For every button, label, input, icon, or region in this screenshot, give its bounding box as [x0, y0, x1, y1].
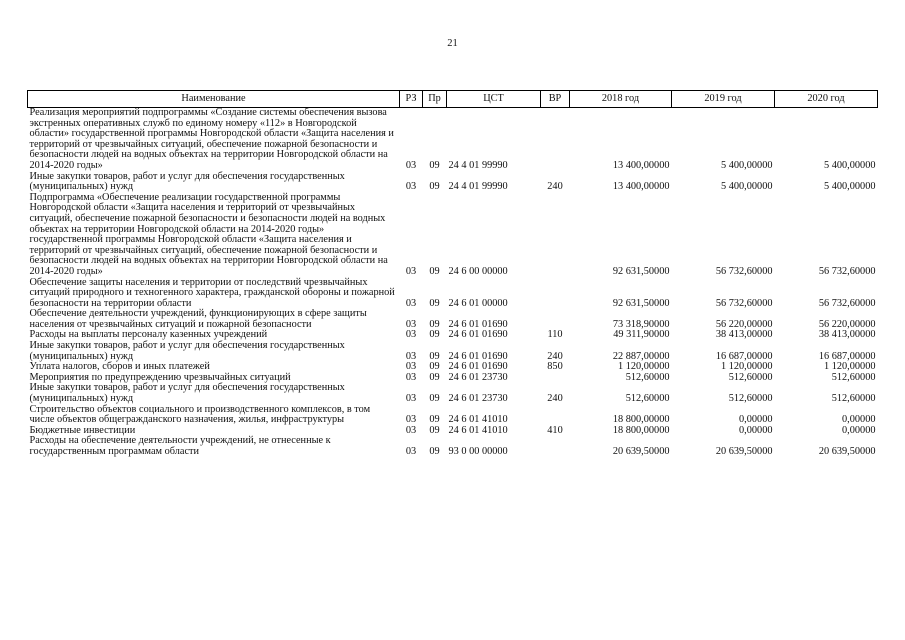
- table-body: [28, 108, 878, 458]
- row-cst: 24 4 01 99990: [448, 181, 508, 193]
- budget-table: [27, 90, 878, 458]
- row-amount-2019: 56 732,60000: [715, 297, 773, 309]
- row-amount-2020: 512,60000: [831, 393, 876, 405]
- row-amount-2020: 1 120,00000: [824, 361, 876, 373]
- row-name: Расходы на обеспечение деятельности учреждений, не отнесенные к государственным программам области: [29, 435, 331, 457]
- row-amount-2019: 56 220,00000: [715, 318, 773, 330]
- row-amount-2018: 92 631,50000: [612, 265, 670, 277]
- row-vr: [541, 309, 570, 330]
- row-name: Реализация мероприятий подпрограммы «Создание системы обеспечения вызова экстренных оперативных служб по единому номеру «112» в Новгородской области» государственной программы Новгородской области «Защита населения и территорий от чрезвычайных ситуаций, обеспечение пожарной безопасности и безопасности людей на водных объектах на территории Новгородской области на 2014-2020 годы»: [29, 107, 394, 171]
- row-cst: 24 6 01 01690: [448, 361, 508, 373]
- row-amount-2019: 512,60000: [728, 371, 773, 383]
- row-rz: 03: [405, 350, 417, 362]
- row-amount-2020: 56 220,00000: [818, 318, 876, 330]
- row-vr: 850: [547, 361, 563, 373]
- row-vr: [541, 373, 570, 384]
- header-name: Наименование: [28, 91, 400, 108]
- page-number: 21: [447, 38, 458, 49]
- row-amount-2018: 13 400,00000: [612, 159, 670, 171]
- row-amount-2019: 5 400,00000: [721, 159, 773, 171]
- row-amount-2018: 18 800,00000: [612, 414, 670, 426]
- header-rz: РЗ: [400, 91, 423, 108]
- table-row: [28, 309, 878, 330]
- row-amount-2018: 49 311,90000: [613, 329, 670, 341]
- row-amount-2018: 22 887,00000: [612, 350, 670, 362]
- row-amount-2020: 0,00000: [842, 424, 876, 436]
- table-row: [28, 278, 878, 310]
- row-cst: 24 4 01 99990: [448, 159, 508, 171]
- row-vr: 410: [547, 424, 563, 436]
- row-pr: 09: [429, 318, 440, 330]
- row-amount-2020: 20 639,50000: [818, 446, 876, 457]
- row-rz: 03: [405, 424, 417, 436]
- row-cst: 24 6 01 41010: [448, 424, 508, 436]
- row-rz: 03: [405, 297, 417, 309]
- row-cst: 24 6 01 01690: [448, 329, 508, 341]
- header-2019: 2019 год: [672, 91, 775, 108]
- table-row: [28, 193, 878, 278]
- row-pr: 09: [429, 371, 440, 383]
- row-amount-2018: 512,60000: [625, 371, 670, 383]
- row-amount-2020: 0,00000: [842, 414, 876, 426]
- row-amount-2020: 56 732,60000: [818, 297, 876, 309]
- row-amount-2019: 0,00000: [739, 414, 773, 426]
- row-amount-2018: 92 631,50000: [612, 297, 670, 309]
- row-name: Подпрограмма «Обеспечение реализации государственной программы Новгородской области «Защита населения и территорий от чрезвычайных ситуаций, обеспечение пожарной безопасности и безопасности людей на водных объектах на территории Новгородской области на 2014-2020 годы» государственной программы Новгородской области «Защита населения и территорий от чрезвычайных ситуаций, обеспечение пожарной безопасности и безопасности людей на водных объектах на территории Новгородской области на 2014-2020 годы»: [29, 191, 388, 277]
- row-amount-2018: 512,60000: [625, 393, 670, 405]
- row-vr: 240: [547, 393, 563, 405]
- row-amount-2020: 16 687,00000: [818, 350, 876, 362]
- header-2020: 2020 год: [775, 91, 878, 108]
- row-amount-2019: 16 687,00000: [715, 350, 773, 362]
- row-cst: 24 6 00 00000: [448, 265, 508, 277]
- table-row: [28, 172, 878, 193]
- row-amount-2020: 5 400,00000: [824, 159, 876, 171]
- table-row: [28, 405, 878, 426]
- row-amount-2019: 56 732,60000: [715, 265, 773, 277]
- row-amount-2019: 20 639,50000: [715, 446, 773, 457]
- row-cst: 93 0 00 00000: [448, 446, 508, 457]
- row-pr: 09: [429, 424, 440, 436]
- row-name: Строительство объектов социального и производственного комплексов, в том числе объектов общегражданского назначения, жилья, инфраструктуры: [29, 403, 371, 426]
- row-amount-2020: 512,60000: [831, 371, 876, 383]
- row-rz: 03: [405, 446, 417, 457]
- row-rz: 03: [405, 159, 417, 171]
- row-vr: 110: [547, 329, 563, 341]
- row-amount-2019: 0,00000: [739, 424, 773, 436]
- row-name: Иные закупки товаров, работ и услуг для обеспечения государственных (муниципальных) нужд: [29, 170, 345, 193]
- row-vr: [541, 278, 570, 310]
- row-pr: 09: [429, 329, 440, 341]
- row-vr: [541, 108, 570, 172]
- row-name: Иные закупки товаров, работ и услуг для обеспечения государственных (муниципальных) нужд: [29, 382, 345, 405]
- row-pr: 09: [429, 159, 440, 171]
- row-pr: 09: [429, 181, 440, 193]
- row-rz: 03: [405, 181, 417, 193]
- row-cst: 24 6 01 00000: [448, 297, 508, 309]
- row-vr: 240: [547, 181, 563, 193]
- row-cst: 24 6 01 41010: [448, 414, 508, 426]
- row-amount-2018: 1 120,00000: [618, 361, 670, 373]
- row-amount-2019: 38 413,00000: [715, 329, 773, 341]
- row-vr: [541, 436, 570, 457]
- row-pr: 09: [429, 350, 440, 362]
- row-rz: 03: [405, 361, 417, 373]
- row-amount-2018: 20 639,50000: [612, 446, 670, 457]
- row-rz: 03: [405, 393, 417, 405]
- row-amount-2018: 18 800,00000: [612, 424, 670, 436]
- row-amount-2020: 38 413,00000: [818, 329, 876, 341]
- row-amount-2019: 512,60000: [728, 393, 773, 405]
- row-cst: 24 6 01 01690: [448, 318, 508, 330]
- row-amount-2018: 73 318,90000: [612, 318, 670, 330]
- row-pr: 09: [429, 361, 440, 373]
- row-name: Бюджетные инвестиции: [29, 424, 136, 436]
- row-cst: 24 6 01 23730: [448, 393, 508, 405]
- row-pr: 09: [429, 265, 440, 277]
- row-cst: 24 6 01 01690: [448, 350, 508, 362]
- row-vr: [541, 193, 570, 278]
- row-vr: 240: [547, 350, 563, 362]
- row-amount-2019: 5 400,00000: [721, 181, 773, 193]
- row-name: Мероприятия по предупреждению чрезвычайных ситуаций: [29, 371, 291, 383]
- row-name: Уплата налогов, сборов и иных платежей: [29, 361, 210, 373]
- header-pr: Пр: [423, 91, 447, 108]
- row-amount-2020: 5 400,00000: [824, 181, 876, 193]
- row-amount-2019: 1 120,00000: [721, 361, 773, 373]
- row-cst: 24 6 01 23730: [448, 371, 508, 383]
- row-pr: 09: [429, 446, 440, 457]
- row-name: Иные закупки товаров, работ и услуг для обеспечения государственных (муниципальных) нужд: [29, 340, 345, 362]
- row-name: Обеспечение деятельности учреждений, функционирующих в сфере защиты населения от чрезвычайных ситуаций и пожарной безопасности: [29, 308, 367, 330]
- header-vr: ВР: [541, 91, 570, 108]
- row-name: Обеспечение защиты населения и территории от последствий чрезвычайных ситуаций природного и техногенного характера, гражданской обороны и пожарной безопасности на территории области: [29, 276, 395, 309]
- row-name: Расходы на выплаты персоналу казенных учреждений: [29, 329, 268, 341]
- table-row: [28, 108, 878, 172]
- row-rz: 03: [405, 318, 417, 330]
- row-amount-2020: 56 732,60000: [818, 265, 876, 277]
- table-row: [28, 436, 878, 457]
- table-header-row: [28, 91, 878, 108]
- table-row: [28, 341, 878, 362]
- row-rz: 03: [405, 371, 417, 383]
- row-amount-2018: 13 400,00000: [612, 181, 670, 193]
- row-pr: 09: [429, 393, 440, 405]
- row-vr: [541, 405, 570, 426]
- row-rz: 03: [405, 414, 417, 426]
- row-rz: 03: [405, 265, 417, 277]
- table-row: [28, 383, 878, 404]
- row-pr: 09: [429, 414, 440, 426]
- header-2018: 2018 год: [570, 91, 672, 108]
- row-pr: 09: [429, 297, 440, 309]
- row-rz: 03: [405, 329, 417, 341]
- header-cst: ЦСТ: [447, 91, 541, 108]
